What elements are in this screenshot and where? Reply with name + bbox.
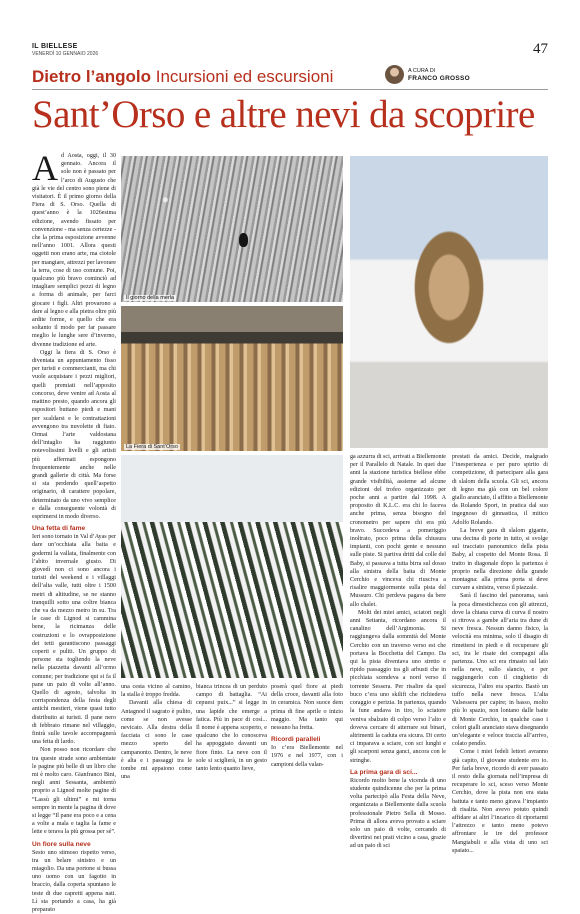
paragraph: poserà quel fiore ai piedi della croce, davanti alla foto in ceramica. Non suoce dem prima di fine aprile o inizio maggio. Ma tanto qui nessuno ha fretta. (271, 684, 343, 732)
paragraph: Sesto uno stimoso rispetto verso, tra un belare sinistro e un miagolio. Da una portone si bussa uno uomo con un fagotto in braccio, dalla coperta spuntano le teste di due capretti appena nati. Lì sta portando a casa, ha già preparato (32, 849, 116, 914)
drop-cap: A (32, 148, 58, 188)
subheading: La prima gara di sci... (350, 768, 418, 776)
paragraph: ga azzurra di sci, arrivati a Biellemonte per il Parallelo di Natale. In quei due anni la stazione turistica biellese ebbe grande visibilità, assieme ad alcune edizioni del trofeo organizzato per poche anni a partire dal 1998. A proposito di K.L.C. era chi lo faceva anche prima, senza bisogno del cronometro per sapere chi era più bravo. Succedeva a pomeriggio inoltrato, poco prima della chiusura impianti, con pochi gente e nessuno sulle piste. Si partiva dritti dal colle del Baby, si passava a tutta birra sul dosso alla sinistra della baita di Monte Cerchio e vinceva chi riusciva a risalire maggiormente sulla pista del Mussuro. Chi perdeva pagava da bere allo chalet. (350, 454, 446, 608)
article-column-2a (121, 683, 192, 781)
paragraph: d Aosta, oggi, il 30 gennaio. Ancora il sole non è passato per l’arco di Augusto che già le vie del centro sono piene di visitatori. È il primo giorno della Fiera di S. Orso. Quella di quest’anno è la 1026esima edizione, avendo fissato per convenzione - ma senza certezze - che la prima esposizione avvenne nell’anno 1001. Allora questi oggetti non erano arte, ma ciotole per mangiare, attrezzi per lavorare la terra, cose di uso comune. Poi, qualcuno più bravo cominciò ad intagliare semplici pezzi di legno a forma di animale, per farci giocare i figli. Altri provarono a dare al legno e alla pietra oltre più ardite forme, e quello che era soltanto il modo per far passare meglio le lunghe sere d’inverno, divenne tradizione ed arte. (32, 153, 116, 348)
photo-snowy-path (121, 455, 343, 678)
section-rubric (32, 65, 548, 90)
subheading: Ricordi paralleli (271, 736, 321, 744)
photo-fiera-sant-orso (121, 306, 343, 451)
page-number: 47 (533, 41, 548, 57)
paragraph: Ricordo molto bene la vicenda di uno studente quindicenne che per la prima volta partecipò alla Festa della Neve, organizzata a Biellemonte dalla scuola professionale Pietro Sella di Mosso. Prima di allora aveva provato a sciare solo un paio di volte, cercando di divertirsi nei prati vicino a casa, grazie ad un paio di sci (350, 777, 446, 850)
masthead (32, 41, 548, 61)
article-column-1 (32, 148, 116, 914)
issue-date: VENERDÌ 10 GENNAIO 2026 (32, 51, 99, 57)
paragraph: prestati da amici. Decide, malgrado l’inesperienza e per puro spirito di competizione, di partecipare alla gara di slalom della scuola. Gli sci, ancora di legno ma già con un bel colore giallo aranciato, il affitto a Biellemonte da Rolando Sport, in pratica dal suo ingegnoso di ginnastica, il mitico Adolfo Rolando. (452, 454, 549, 526)
author-credit (408, 67, 470, 83)
paragraph: Non posso non ricordare che tra queste strade sono ambientate le pagine più belle di un libro che mi è molto caro. Gianfranco Bini, negli anni Sessanta, ambientò proprio a Lignod molte pagine di “Lassù gli ultimi” e mi torna sempre in mente la pagina di dove si legge “Il pane era poco e a cena a volte a mala e taglia la fame e lette e terava la più grossa per sé”. (32, 747, 116, 836)
paragraph: Ieri sono tornato in Val d’Ayas per dare un’occhiata alla baita e godermi la vallata, finalmente con l’abito invernale giusto. Di giovedì non ci sono ancora i turisti del weekend e i villaggi dell’alta valle, tutti oltre i 1500 metri di altitudine, se ne stanno tranquilli sotto una coltre bianca che va da mezzo metro in su. Tra le case di Lignod si cammina bene, la ricimanza delle costruzioni e lo ovrapposizione dei tetti garantiscono passaggi coperti e puliti. Un gruppo di persone sta togliendo la neve nella piazzetta davanti all’ormo comune; per tradizione qui si fa il pane un paio di volte all’anno. Quello di agosto, talvolta in corrispondenza della festa degli antichi mestieri, viene quasi tutto distribuito ai turisti. Il pane nero di febbraio rimane nel villaggio, finirà sulle tavole accompagnerà una fetta di lardo. (32, 534, 116, 746)
section-name: Dietro l’angolo (32, 67, 151, 86)
subheading: Un fiore sulla neve (32, 840, 91, 848)
paragraph: Io c’era Biellemonte nel 1976 e nel 1977, con i campioni della valan- (271, 745, 343, 768)
photo-caption: Il giorno della merla (126, 295, 174, 301)
headline: Sant’Orso e altre nevi da scoprire (32, 93, 535, 136)
blackbird-figure (239, 233, 248, 247)
photo-snow-sculpture (350, 156, 548, 448)
paragraph: La breve gara di slalom gigante, una decina di porte in tutto, si svolge sul tracciato panoramico della pista Baby, al cospetto del Monte Rosa. Il tratto in diagonale dopo la partenza è proprio nella direzione della grande montagna: alla prima porta si deve curvare a sinistra, verso il piazzale. (452, 527, 548, 592)
section-subtitle: Incursioni ed escursioni (155, 67, 334, 86)
author-avatar (385, 65, 404, 84)
author-name: FRANCO GROSSO (408, 75, 471, 82)
paragraph: Oggi la fiera di S. Orso è diventata un appuntamento fisso per turisti e commercianti, ma chi vuole acquistare i pezzi migliori, quelli premiati nell’apposito concorso, deve venire ad Aosta al mattino presto, quando ancora gli espositori buttano piedi e mani per scaldarsi e le contrattazioni avvengono tra nuvolette di fiato. Ormai l’arte valdostana dell’intaglio ha raggiunto notevolissimi livelli e gli artisti più affermati espongono frequentemente anche nelle grandi gallerie di città. Ma forse si sta perdendo quell’aspetto originario, di carattere popolare, determinato da uno vivo semplice e dalla conseguente volontà di esprimersi in modo diverso. (32, 349, 116, 520)
photo-caption: La Fiera di Sant’Orso (126, 444, 178, 450)
credit-label: A CURA DI (408, 68, 436, 74)
article-column-2b (196, 683, 267, 773)
article-column-2c (271, 683, 343, 769)
paragraph: Sarà il fascino del panorama, sarà la poca dimestichezza con gli attrezzi, dove la chiana curva di curva il nostro si ritrova a gambe all’aria tra dune di neve fresca. Nessun danno fisico, la velocità era minima, solo il disagio di rimettersi in piedi e di recuperare gli sci, tra le risate dei compagni alla partenza. Uno sci era rimasto sul lato nella neve, sullo slancio, e per raggiungerlo con il cinghietto di sicurezza, l’altro era sparito. Bastò un tuffo nella neve fresca. L’alta Valsessera per capire; in basso, molto più lo spazio, non lontano dalle baite di Monte Cerchio, in qualche caso i colori gialli aranciato stava disegnando un’elegante e veloce traccia all’arrivo, colato pendìo. (452, 593, 548, 748)
article-column-3 (350, 453, 446, 850)
paragraph: Davanti alla chiesa di Antagnod il sagrato è pulito, come se non avesse nevicato. Alla destra della facciata ci sono le case mezzo sperto del campanonto. Dentro, le neve è alta e i passaggi tra le tombe mi appaiono come una (121, 700, 192, 781)
paragraph: Come i miei fedeli lettori avranno già capito, il giovane studente ero io. Per farla breve, ricordo di aver passato il resto della giornata nell’impresa di recuperare lo sci, sceso verso Monte Cerchio, dove la pista non era stata battuta e tanto meno girava l’impianto di risalita. Non avevo potuto quindi affidare ai altri l’incarico di riportarmi l’attrezzo e tanto meno potevo affrontare le ire del professor Mangiabuli e alla vista di uno sci spaiato... (452, 749, 548, 854)
subheading: Una fetta di fame (32, 525, 86, 533)
photo-merla-snow-forest (121, 156, 343, 302)
paragraph: Molti dei miei amici, sciatori negli anni Settanta, ricordano ancora il canalino dell’Argimonia. Si raggiungeva dalla sommità del Monte Cerchio con un traverso verso est che portava la Bocchetta del Campo. Da qui la pista diventava uno stretto e ripido passaggio tra gli arbusti che in picchiata scendeva a nord verso il torrente Sessera. Per risalire da quel buco c’era uno skilift che richiedeva coraggio e perizia. In partenza, quando la fune andava in tiro, lo sciatore veniva sbalzato di colpo verso l’alto e doveva cercare di atterrare sui binari, altrimenti la caduta era sicura. Di certo ci imparava a sciare, con sci lunghi e gli scarponi senza ganci, ancora con le stringhe. (350, 609, 446, 764)
section-title (32, 67, 333, 87)
paragraph: una cesta vicino al camino, la stalla è troppo fredda. (121, 684, 192, 699)
paragraph: bianca trincea di un perduto campo di battaglia. “Ai cepuesi puix...” si legge in una lapide che emerge a fatica. Più in pace di così... Il nome è appena scoperto, e qualcuno che lo conosceva ha appoggiato davanti un fiore finto. La neve con il sole si sciglierà, in un gesto tanto lento quanto lieve, (196, 684, 267, 773)
article-column-4 (452, 453, 549, 854)
newspaper-name: IL BIELLESE (32, 43, 78, 50)
